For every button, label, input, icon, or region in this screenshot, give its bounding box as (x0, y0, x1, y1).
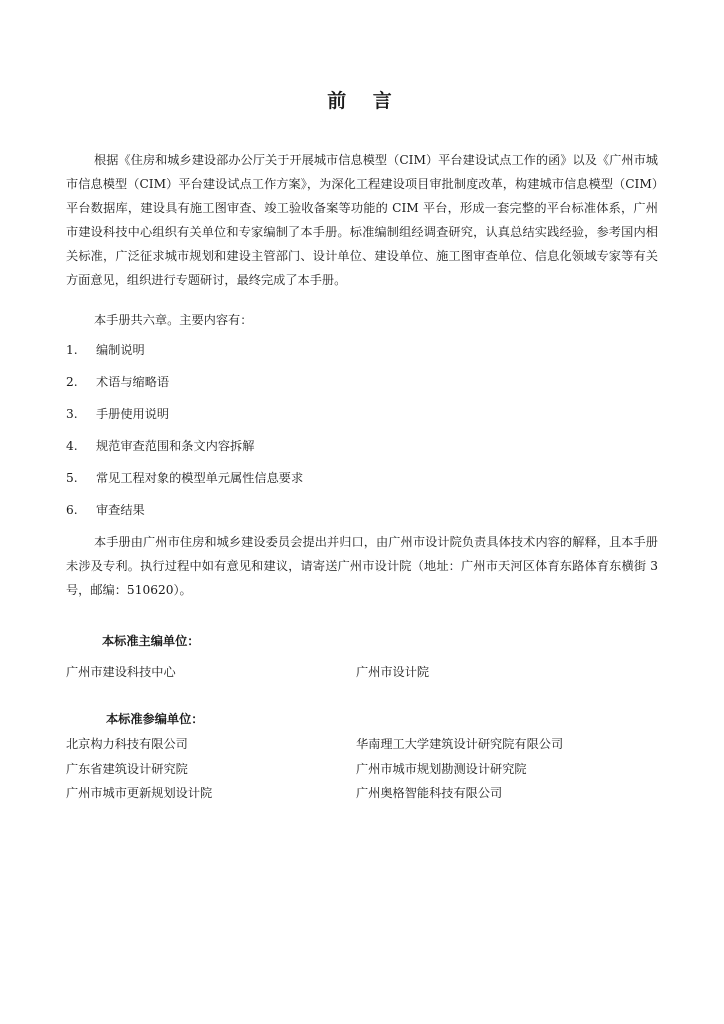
chapter-number: 1. (66, 343, 78, 357)
chapter-number: 6. (66, 503, 78, 517)
chapter-label: 编制说明 (96, 343, 145, 357)
chapter-item (66, 402, 303, 434)
participating-unit-item: 广东省建筑设计研究院 (66, 762, 188, 776)
chapter-list (66, 338, 303, 530)
page-title: 前 言 (327, 90, 402, 112)
chapters-intro: 本手册共六章。主要内容有： (94, 313, 253, 327)
participating-units-heading: 本标准参编单位： (106, 712, 204, 726)
chapter-item (66, 338, 303, 370)
chapter-label: 术语与缩略语 (96, 375, 170, 389)
chapter-number: 3. (66, 407, 78, 421)
chapter-label: 规范审查范围和条文内容拆解 (96, 439, 255, 453)
participating-unit-item: 广州市城市更新规划设计院 (66, 786, 213, 800)
chapter-number: 2. (66, 375, 78, 389)
chapter-item (66, 370, 303, 402)
chapter-label: 常见工程对象的模型单元属性信息要求 (96, 471, 304, 485)
chapter-item (66, 498, 303, 530)
main-units-heading: 本标准主编单位： (102, 634, 200, 648)
participating-unit-item: 广州市城市规划勘测设计研究院 (356, 762, 527, 776)
chapter-number: 5. (66, 471, 78, 485)
participating-unit-item: 广州奥格智能科技有限公司 (356, 786, 503, 800)
participating-unit-item: 北京构力科技有限公司 (66, 737, 188, 751)
chapter-label: 审查结果 (96, 503, 145, 517)
management-paragraph: 本手册由广州市住房和城乡建设委员会提出并归口，由广州市设计院负责具体技术内容的解释，且本手册未涉及专利。执行过程中如有意见和建议，请寄送广州市设计院（地址：广州市天河区体育东路体育东横街 3 号，邮编：510620）。 (66, 535, 658, 597)
chapter-item (66, 466, 303, 498)
chapter-label: 手册使用说明 (96, 407, 170, 421)
chapter-number: 4. (66, 439, 78, 453)
intro-paragraph: 根据《住房和城乡建设部办公厅关于开展城市信息模型（CIM）平台建设试点工作的函》以及《广州市城市信息模型（CIM）平台建设试点工作方案》，为深化工程建设项目审批制度改革，构建城市信息模型（CIM）平台数据库，建设具有施工图审查、竣工验收备案等功能的 CIM 平台，形成一套完整的平台标准体系，广州市建设科技中心组织有关单位和专家编制了本手册。标准编制组经调查研究，认真总结实践经验，参考国内相关标准，广泛征求城市规划和建设主管部门、设计单位、建设单位、施工图审查单位、信息化领域专家等有关方面意见，组织进行专题研讨，最终完成了本手册。 (66, 153, 658, 287)
chapter-item (66, 434, 303, 466)
participating-unit-item: 华南理工大学建筑设计研究院有限公司 (356, 737, 564, 751)
main-unit-item: 广州市设计院 (356, 665, 430, 679)
main-unit-item: 广州市建设科技中心 (66, 665, 176, 679)
